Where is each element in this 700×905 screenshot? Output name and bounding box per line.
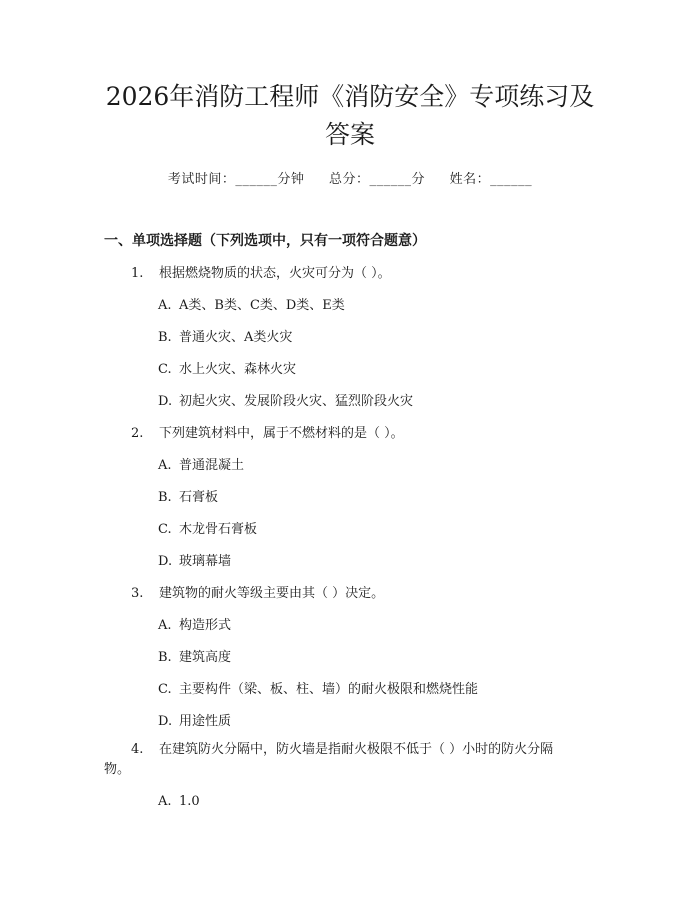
question-text: 下列建筑材料中，属于不燃材料的是（ ）。 [159, 426, 404, 441]
question-text: 根据燃烧物质的状态，火灾可分为（ ）。 [159, 266, 391, 281]
question-text: 建筑物的耐火等级主要由其（ ）决定。 [159, 586, 385, 601]
question-3 [131, 582, 384, 601]
option-2a: A. 普通混凝土 [158, 458, 245, 473]
exam-time: 考试时间：______分钟 [167, 172, 305, 187]
option-1b: B. 普通火灾、A类火灾 [158, 330, 293, 345]
question-4 [104, 740, 604, 780]
question-2 [131, 422, 404, 441]
question-text-line-2: 物。 [104, 762, 131, 777]
title-line-1: 2026年消防工程师《消防安全》专项练习及 [105, 82, 595, 111]
question-number: 2. [131, 426, 144, 441]
option-3d: D. 用途性质 [158, 714, 232, 729]
question-1 [131, 262, 391, 281]
total-score: 总分：______分 [328, 172, 425, 187]
option-4a: A. 1.0 [158, 794, 200, 809]
option-2c: C. 木龙骨石膏板 [158, 522, 258, 537]
title-line-2: 答案 [324, 120, 375, 149]
option-1d: D. 初起火灾、发展阶段火灾、猛烈阶段火灾 [158, 394, 414, 409]
question-text-line-1: 在建筑防火分隔中，防火墙是指耐火极限不低于（ ）小时的防火分隔 [159, 742, 554, 757]
option-3b: B. 建筑高度 [158, 650, 232, 665]
option-1c: C. 水上火灾、森林火灾 [158, 362, 297, 377]
option-3a: A. 构造形式 [158, 618, 232, 633]
option-2d: D. 玻璃幕墙 [158, 554, 232, 569]
section-heading: 一、单项选择题（下列选项中，只有一项符合题意） [104, 233, 426, 249]
candidate-name: 姓名：______ [449, 172, 533, 187]
question-number: 3. [131, 586, 144, 601]
document-title [60, 78, 640, 154]
option-2b: B. 石膏板 [158, 490, 219, 505]
option-3c: C. 主要构件（梁、板、柱、墙）的耐火极限和燃烧性能 [158, 682, 479, 697]
question-number: 4. [131, 742, 144, 757]
exam-meta [0, 168, 700, 187]
option-1a: A. A类、B类、C类、D类、E类 [158, 298, 345, 313]
question-number: 1. [131, 266, 144, 281]
